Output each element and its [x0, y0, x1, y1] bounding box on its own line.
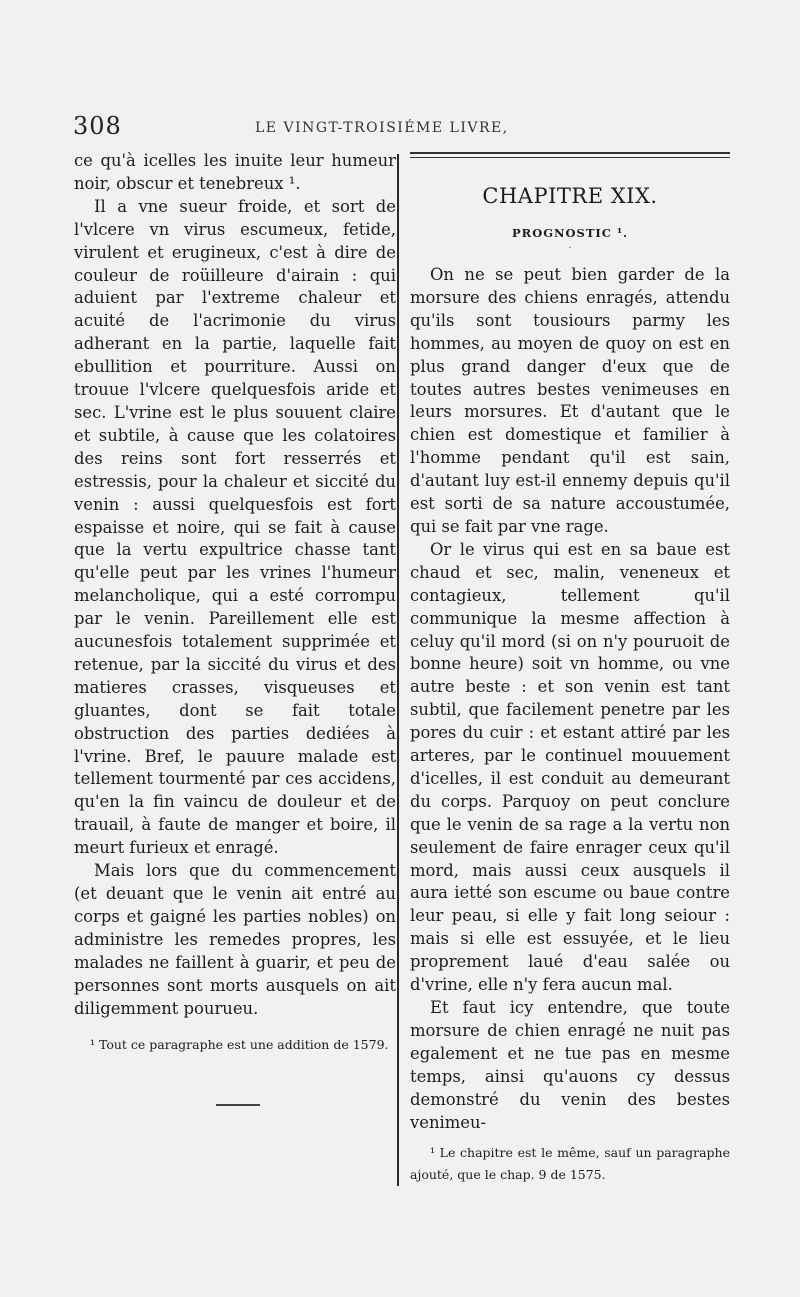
chapter-subtitle: PROGNOSTIC ¹. [511, 226, 628, 240]
right-column [410, 150, 730, 1186]
paragraph: Il a vne sueur froide, et sort de l'vlcere vn virus escumeux, fetide, virulent et erugineux, c'est à dire de couleur de roüilleure d'airain : qui aduient par l'extreme chaleur et acuité de l'acrimonie du virus adherant en la partie, laquelle fait ebullition et pourriture. Aussi on trouue l'vlcere quelquesfois aride et sec. L'vrine est le plus souuent claire et subtile, à cause que les colatoires des reins sont fort resserrés et estressis, pour la chaleur et siccité du venin : aussi quelquesfois est fort espaisse et noire, qui se fait à cause que la vertu expultrice chasse tant qu'elle peut par les vrines l'humeur melancholique, qui a esté corrompu par le venin. Pareillement elle est aucunesfois totalement supprimée et retenue, par la siccité du virus et des matieres crasses, visqueuses et gluantes, dont se fait totale obstruction des parties dediées à l'vrine. Bref, le pauure malade est tellement tourmenté par ces accidens, qu'en la fin vaincu de douleur et de trauail, à faute de manger et boire, il meurt furieux et enragé. [74, 196, 396, 858]
left-column-body [74, 150, 396, 1020]
paragraph: Or le virus qui est en sa baue est chaud et sec, malin, veneneux et contagieux, tellement qu'il communique la mesme affection à celuy qu'il mord (si on n'y pouruoit de bonne heure) soit vn homme, ou vne autre beste : et son venin est tant subtil, que facilement penetre par les pores du cuir : et estant attiré par les arteres, par le continuel mouuement d'icelles, il est conduit au demeurant du corps. Parquoy on peut conclure que le venin de sa rage a la vertu non seulement de faire enrager ceux qu'il mord, mais aussi ceux ausquels il aura ietté son escume ou baue contre leur peau, si elle y fait long seiour : mais si elle est essuyée, et le lieu proprement laué d'eau salée ou d'vrine, elle n'y fera aucun mal. [410, 539, 730, 995]
left-column [74, 150, 396, 1056]
ornament-dot: · [568, 243, 572, 254]
page-number: 308 [73, 112, 122, 140]
chapter-title: CHAPITRE XIX. [482, 184, 658, 208]
right-column-body [410, 264, 730, 1134]
end-rule [216, 1104, 260, 1106]
column-divider [397, 154, 399, 1186]
running-head: LE VINGT-TROISIÉME LIVRE, [255, 120, 509, 136]
footnote-left: ¹ Tout ce paragraphe est une addition de 1579. [90, 1037, 389, 1053]
chapter-rule [410, 152, 730, 158]
footnote-right: ¹ Le chapitre est le même, sauf un paragraphe ajouté, que le chap. 9 de 1575. [410, 1145, 730, 1183]
paragraph: On ne se peut bien garder de la morsure des chiens enragés, attendu qu'ils sont tousiours parmy les hommes, au moyen de quoy on est en plus grand danger d'eux que de toutes autres bestes venimeuses en leurs morsures. Et d'autant que le chien est domestique et familier à l'homme pendant qu'il est sain, d'autant luy est-il ennemy depuis qu'il est sorti de sa nature accoustumée, qui se fait par vne rage. [410, 265, 730, 536]
paragraph: Mais lors que du commencement (et deuant que le venin ait entré au corps et gaigné les parties nobles) on administre les remedes propres, les malades ne faillent à guarir, et peu de personnes sont morts ausquels on ait diligemment pourueu. [74, 861, 396, 1018]
page-header [73, 112, 753, 142]
paragraph: Et faut icy entendre, que toute morsure de chien enragé ne nuit pas egalement et ne tue pas en mesme temps, ainsi qu'auons cy dessus demonstré du venin des bestes venimeu- [410, 998, 730, 1132]
paragraph: ce qu'à icelles les inuite leur humeur noir, obscur et tenebreux ¹. [74, 151, 396, 193]
